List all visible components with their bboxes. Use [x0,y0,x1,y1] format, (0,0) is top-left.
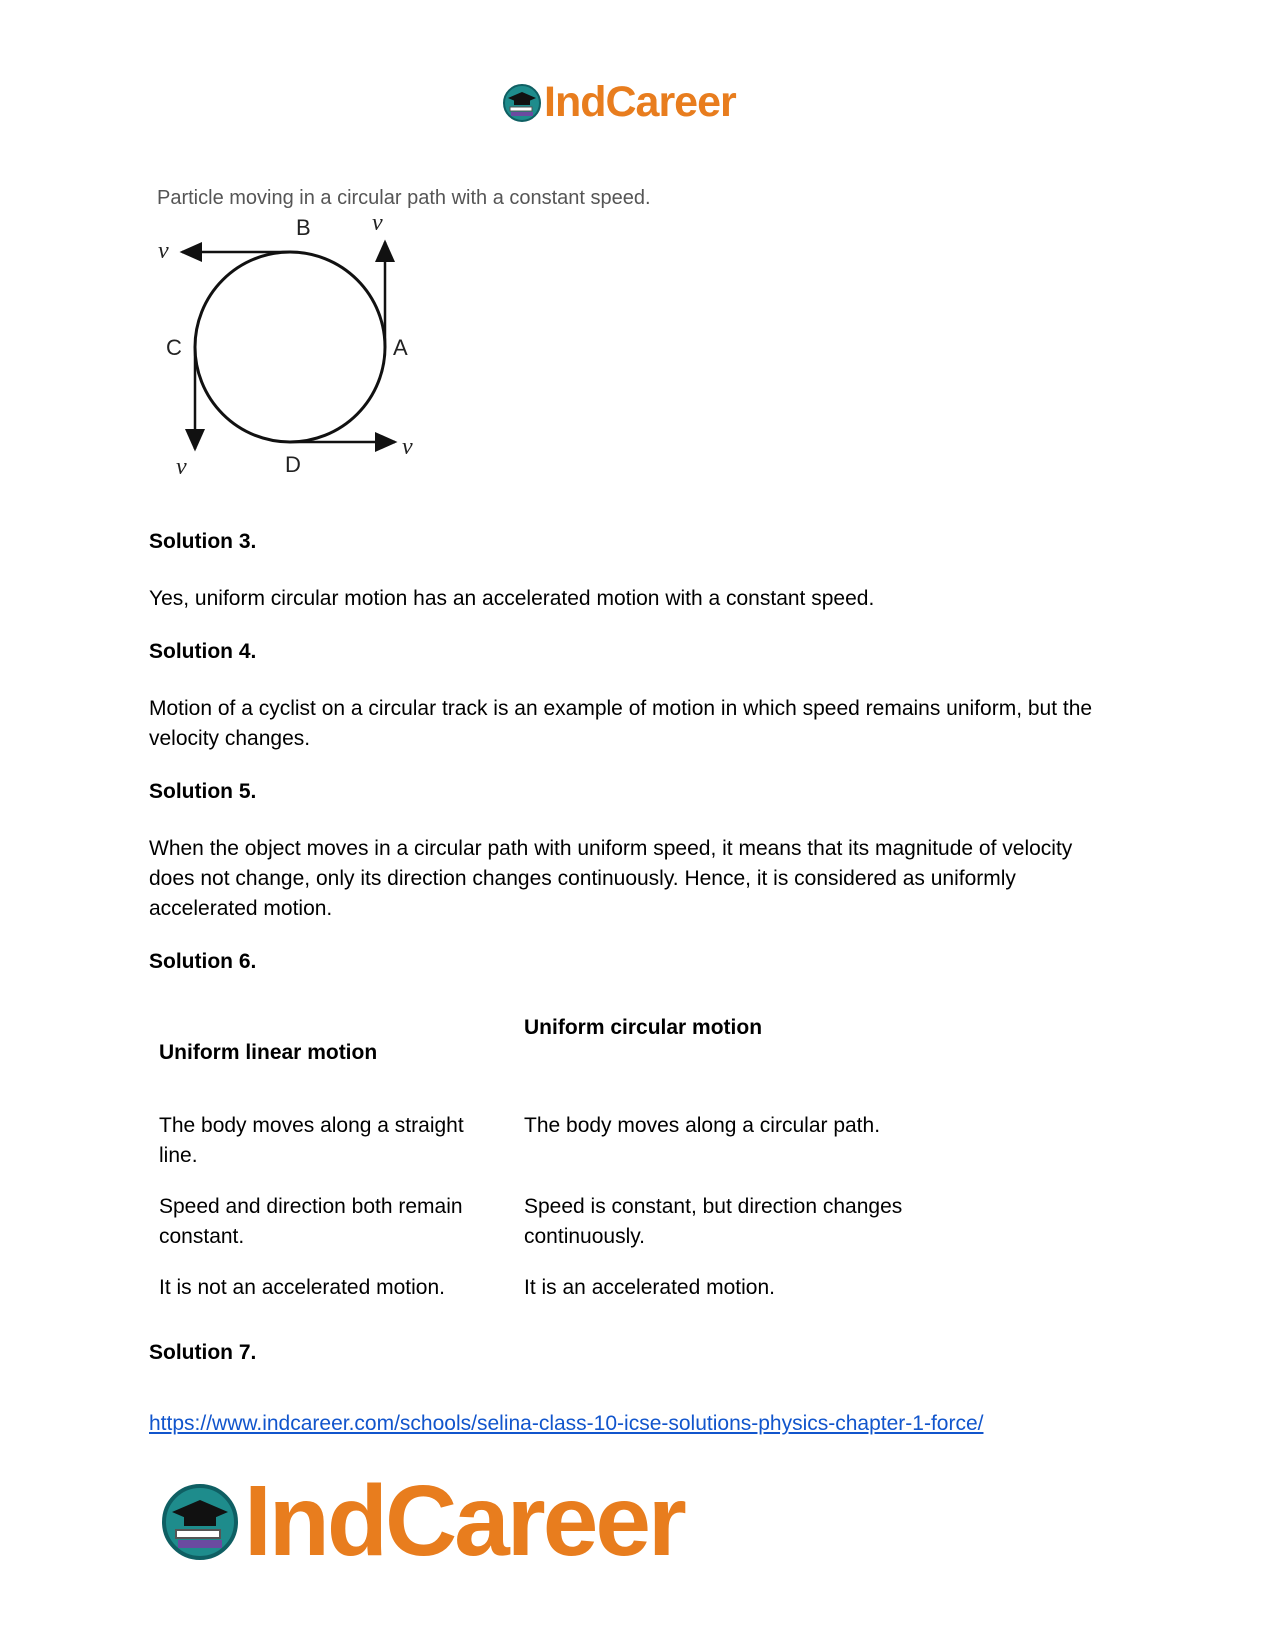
circle-path [195,252,385,442]
footer-logo [160,1464,684,1579]
table-cell: Speed and direction both remain constant. [159,1195,463,1248]
table-cell: Speed is constant, but direction changes continuously. [524,1195,903,1248]
table-header-linear: Uniform linear motion [159,1041,378,1064]
table-cell: The body moves along a straight line. [159,1114,464,1167]
label-v-a: v [372,212,383,236]
table-cell: The body moves along a circular path. [524,1114,881,1137]
table-cell: It is an accelerated motion. [524,1276,775,1299]
label-v-b: v [158,238,169,264]
solution-3-heading: Solution 3. [149,530,257,553]
solution-3-text: Yes, uniform circular motion has an accelerated motion with a constant speed. [149,587,875,610]
label-d: D [285,452,301,477]
header-logo [502,78,736,127]
circular-motion-diagram [150,212,430,487]
graduation-cap-book-icon [502,83,542,123]
table-cell: It is not an accelerated motion. [159,1276,445,1299]
label-b: B [296,215,311,240]
label-c: C [166,335,182,360]
indcareer-link[interactable]: https://www.indcareer.com/schools/selina-class-10-icse-solutions-physics-chapter-1-force/ [149,1412,984,1435]
solution-7-heading: Solution 7. [149,1341,257,1364]
solution-5-heading: Solution 5. [149,780,257,803]
solution-4-heading: Solution 4. [149,640,257,663]
table-header-circular: Uniform circular motion [524,1016,763,1039]
graduation-cap-book-icon [160,1482,240,1562]
label-v-d: v [402,434,413,460]
label-v-c: v [176,454,187,480]
solution-4-text: Motion of a cyclist on a circular track is an example of motion in which speed remains uniform, but the velocity changes. [149,697,1093,750]
footer-logo-text: IndCareer [244,1465,684,1577]
label-a: A [393,335,408,360]
solution-5-text: When the object moves in a circular path with uniform speed, it means that its magnitude of velocity does not change, only its direction changes continuously. Hence, it is considered as uniformly accelerated motion. [149,837,1073,920]
solution-6-heading: Solution 6. [149,950,257,973]
figure-caption: Particle moving in a circular path with a constant speed. [157,187,651,209]
header-logo-text: IndCareer [544,78,736,126]
